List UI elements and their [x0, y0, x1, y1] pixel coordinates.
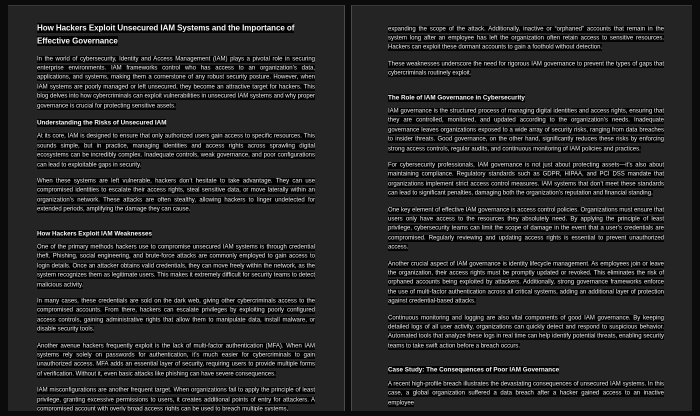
section-heading-governance-role: The Role of IAM Governance in Cybersecurity — [388, 94, 525, 102]
paragraph: IAM misconfigurations are another frequent target. When organizations fail to apply the principle of least privilege, granting excessive permissions to users, it creates additional points of entry for attackers. A compromised account with overly broad access rights can be used to breach multiple systems, — [37, 387, 315, 411]
paragraph: Another avenue hackers frequently exploit is the lack of multi-factor authentication (MFA). When IAM systems rely solely on passwords for authentication, it’s much easier for cybercriminals to gain unauthorized access. MFA adds an essential layer of security, requiring users to provide multiple forms of verification. Without it, even basic attacks like phishing can have severe consequences. — [37, 343, 315, 378]
paragraph: In many cases, these credentials are sold on the dark web, giving other cybercriminals access to the compromised accounts. From there, hackers can escalate privileges by exploiting poorly configured access controls, gaining administrative rights that allow them to manipulate data, install malware, or disable security tools. — [37, 298, 315, 333]
paragraph: When these systems are left vulnerable, hackers don’t hesitate to take advantage. They can use compromised identities to escalate their access rights, steal sensitive data, or move laterally within an organization’s network. These attacks are often stealthy, allowing hackers to linger undetected for extended periods, amplifying the damage they can cause. — [37, 178, 315, 213]
paragraph-intro: In the world of cybersecurity, Identity and Access Management (IAM) plays a pivotal role in securing enterprise environments. IAM frameworks control who has access to an organization’s data, applications, and systems, making them a cornerstone of any robust security posture. However, when IAM systems are poorly managed or left unsecured, they become an attractive target for hackers. This blog delves into how cybercriminals can exploit vulnerabilities in unsecured IAM systems and why proper governance is crucial for protecting sensitive assets. — [37, 56, 315, 110]
paragraph: IAM governance is the structured process of managing digital identities and access rights, ensuring that they are controlled, monitored, and updated according to the organization’s needs. Inadequate governance leaves organizations exposed to a wide array of security risks, ranging from data breaches to insider threats. Good governance, on the other hand, significantly reduces these risks by enforcing strong access controls, regular audits, and continuous monitoring of IAM policies and practices. — [388, 108, 664, 153]
paragraph: Continuous monitoring and logging are also vital components of good IAM governance. By keeping detailed logs of all user activity, organizations can quickly detect and respond to suspicious behavior. Automated tools that analyze these logs in real time can help identify potential threats, enabling security teams to take swift action before a breach occurs. — [388, 315, 664, 350]
paragraph: A recent high-profile breach illustrates the devastating consequences of unsecured IAM systems. In this case, a global organization suffered a data breach after a hacker gained access to an inactive employee — [388, 381, 664, 406]
paragraph: These weaknesses underscore the need for rigorous IAM governance to prevent the types of gaps that cybercriminals routinely exploit. — [388, 61, 664, 77]
paragraph: One key element of effective IAM governance is access control policies. Organizations must ensure that users only have access to the resources they absolutely need. By applying the principle of least privilege, cybersecurity teams can limit the scope of damage in the event that a user’s credentials are compromised. Regularly reviewing and updating access rights is essential to prevent unauthorized access. — [388, 207, 664, 251]
paragraph: At its core, IAM is designed to ensure that only authorized users gain access to specific resources. This sounds simple, but in practice, managing identities and access rights across sprawling digital ecosystems can be incredibly complex. Inadequate controls, weak governance, and poor configurations can lead to exploitable gaps in security. — [37, 133, 315, 169]
section-heading-exploit-weaknesses: How Hackers Exploit IAM Weaknesses — [37, 230, 153, 238]
title-text: How Hackers Exploit Unsecured IAM Systems and the Importance of Effective Governance — [37, 23, 295, 46]
page-right — [351, 5, 692, 411]
section-heading-risks: Understanding the Risks of Unsecured IAM — [37, 119, 167, 127]
document-title — [37, 21, 315, 48]
paragraph: For cybersecurity professionals, IAM governance is not just about protecting assets—it’s also about maintaining compliance. Regulatory standards such as GDPR, HIPAA, and PCI DSS mandate that organizations implement strict access control measures. IAM systems that don’t meet these standards can lead to significant penalties, damaging both the organization’s reputation and financial standing. — [388, 162, 664, 197]
page-left — [8, 5, 345, 411]
paragraph: Another crucial aspect of IAM governance is identity lifecycle management. As employees join or leave the organization, their access rights must be promptly updated or revoked. This eliminates the risk of orphaned accounts being exploited by attackers. Additionally, strong governance frameworks enforce the use of multi-factor authentication across all critical systems, adding an additional layer of protection against credential-based attacks. — [388, 261, 664, 305]
paragraph-continuation: expanding the scope of the attack. Additionally, inactive or “orphaned” accounts that remain in the system long after an employee has left the organization often retain access to sensitive resources. Hackers can exploit these dormant accounts to gain a foothold without detection. — [388, 26, 664, 51]
paragraph: One of the primary methods hackers use to compromise unsecured IAM systems is through credential theft. Phishing, social engineering, and brute-force attacks are commonly employed to gain access to login details. Once an attacker obtains valid credentials, they can move freely within the network, as the system recognizes them as legitimate users. This makes it extremely difficult for security teams to detect malicious activity. — [37, 244, 315, 289]
section-heading-case-study: Case Study: The Consequences of Poor IAM Governance — [388, 366, 560, 374]
